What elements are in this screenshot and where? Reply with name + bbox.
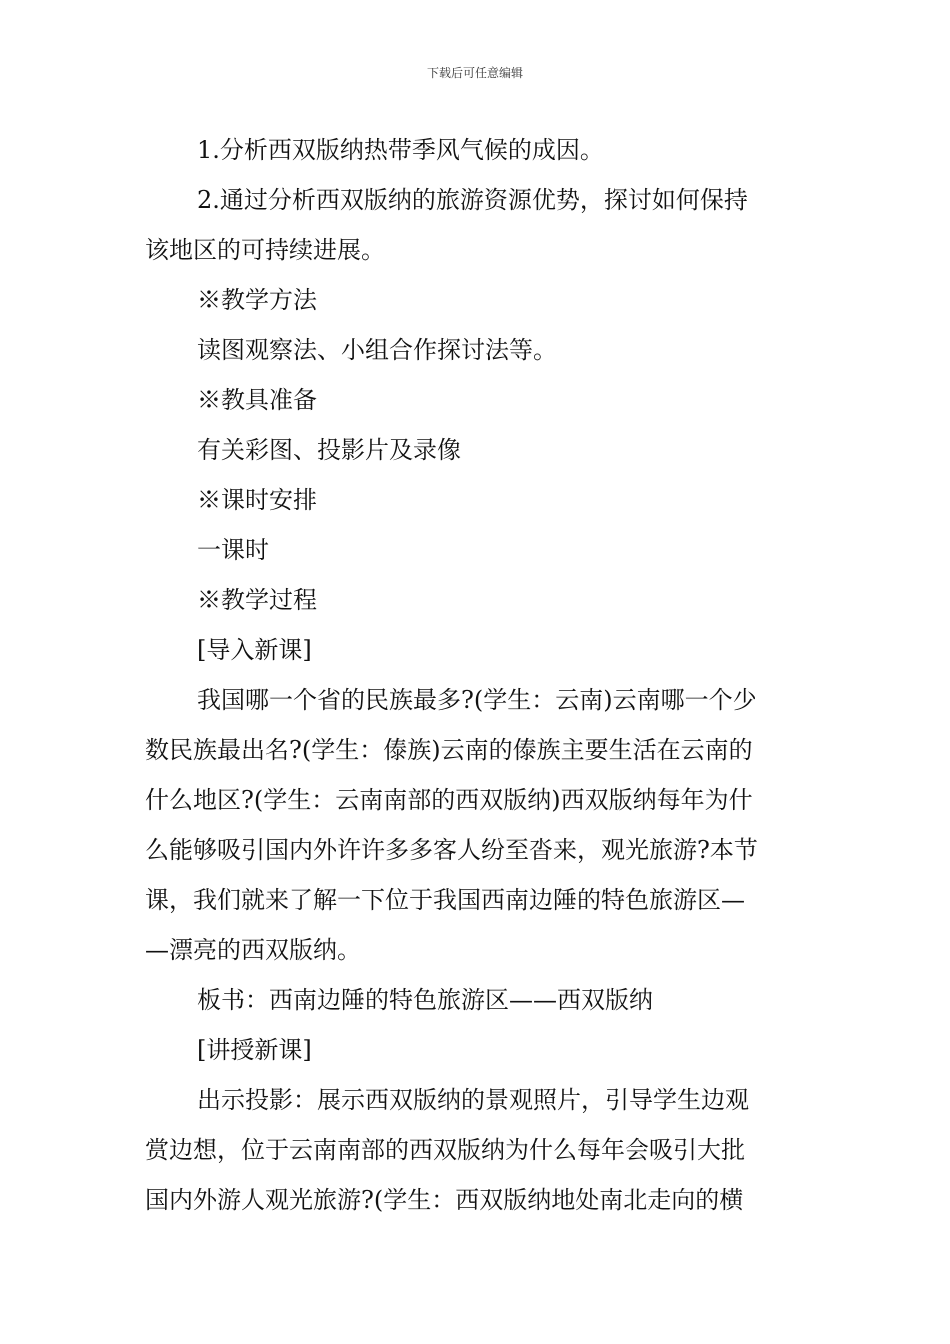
text-line: 课，我们就来了解一下位于我国西南边陲的特色旅游区— [145, 886, 745, 914]
page-header: 下载后可任意编辑 [426, 66, 523, 80]
document-body [145, 125, 805, 1225]
text-line: 我国哪一个省的民族最多?(学生：云南)云南哪一个少 [197, 686, 757, 714]
text-line: 什么地区?(学生：云南南部的西双版纳)西双版纳每年为什 [145, 786, 753, 814]
text-line: 国内外游人观光旅游?(学生：西双版纳地处南北走向的横 [145, 1186, 744, 1214]
section-heading: ※教学过程 [197, 586, 317, 614]
subsection-heading: [导入新课] [197, 636, 312, 664]
text-line: 么能够吸引国内外许许多多客人纷至沓来，观光旅游?本节 [145, 836, 758, 864]
section-heading: ※课时安排 [197, 486, 317, 514]
section-heading: ※教学方法 [197, 286, 317, 314]
text-line: 数民族最出名?(学生：傣族)云南的傣族主要生活在云南的 [145, 736, 753, 764]
text-line: 板书：西南边陲的特色旅游区——西双版纳 [197, 986, 653, 1014]
text-line: 有关彩图、投影片及录像 [197, 436, 461, 464]
text-line: 读图观察法、小组合作探讨法等。 [197, 336, 557, 364]
text-line: 该地区的可持续进展。 [145, 236, 385, 264]
text-line: —漂亮的西双版纳。 [145, 936, 361, 964]
text-line: 1.分析西双版纳热带季风气候的成因。 [197, 136, 604, 164]
text-line: 一课时 [197, 536, 269, 564]
text-line: 出示投影：展示西双版纳的景观照片，引导学生边观 [197, 1086, 749, 1114]
section-heading: ※教具准备 [197, 386, 317, 414]
text-line: 赏边想，位于云南南部的西双版纳为什么每年会吸引大批 [145, 1136, 745, 1164]
subsection-heading: [讲授新课] [197, 1036, 312, 1064]
text-line: 2.通过分析西双版纳的旅游资源优势，探讨如何保持 [197, 186, 748, 214]
